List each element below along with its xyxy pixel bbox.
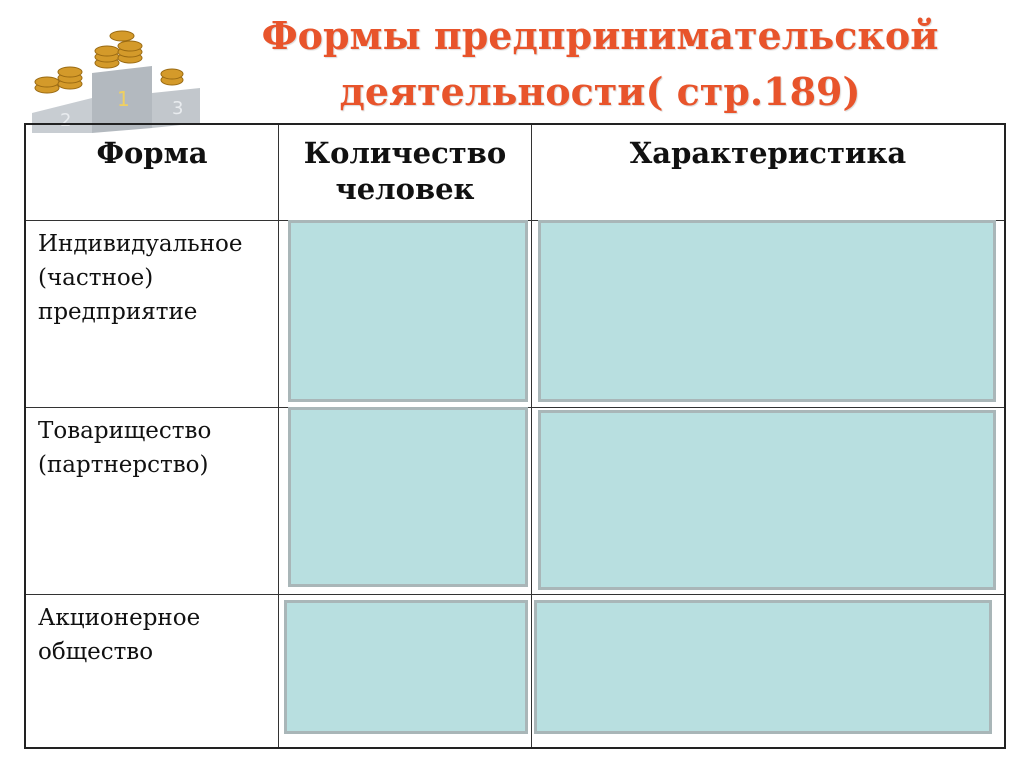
- answer-cover[interactable]: [288, 407, 528, 587]
- podium-coins-icon: [22, 18, 202, 138]
- podium-place-2: 2: [60, 110, 72, 131]
- answer-cover[interactable]: [288, 220, 528, 402]
- slide-title: Формы предпринимательской деятельности( стр.189): [261, 13, 939, 114]
- answer-cover[interactable]: [538, 220, 996, 402]
- header-characteristic: Характеристика: [532, 124, 1006, 220]
- header-form: Форма: [25, 124, 279, 220]
- row-form-name: Индивидуальное (частное) предприятие: [25, 220, 279, 407]
- podium-place-1: 1: [117, 87, 130, 111]
- answer-cover[interactable]: [538, 410, 996, 590]
- answer-cover[interactable]: [534, 600, 992, 734]
- answer-cover[interactable]: [284, 600, 528, 734]
- row-form-name: Акционерное общество: [25, 594, 279, 748]
- podium-place-3: 3: [172, 98, 184, 119]
- header-people-count: Количество человек: [279, 124, 532, 220]
- row-form-name: Товарищество (партнерство): [25, 407, 279, 594]
